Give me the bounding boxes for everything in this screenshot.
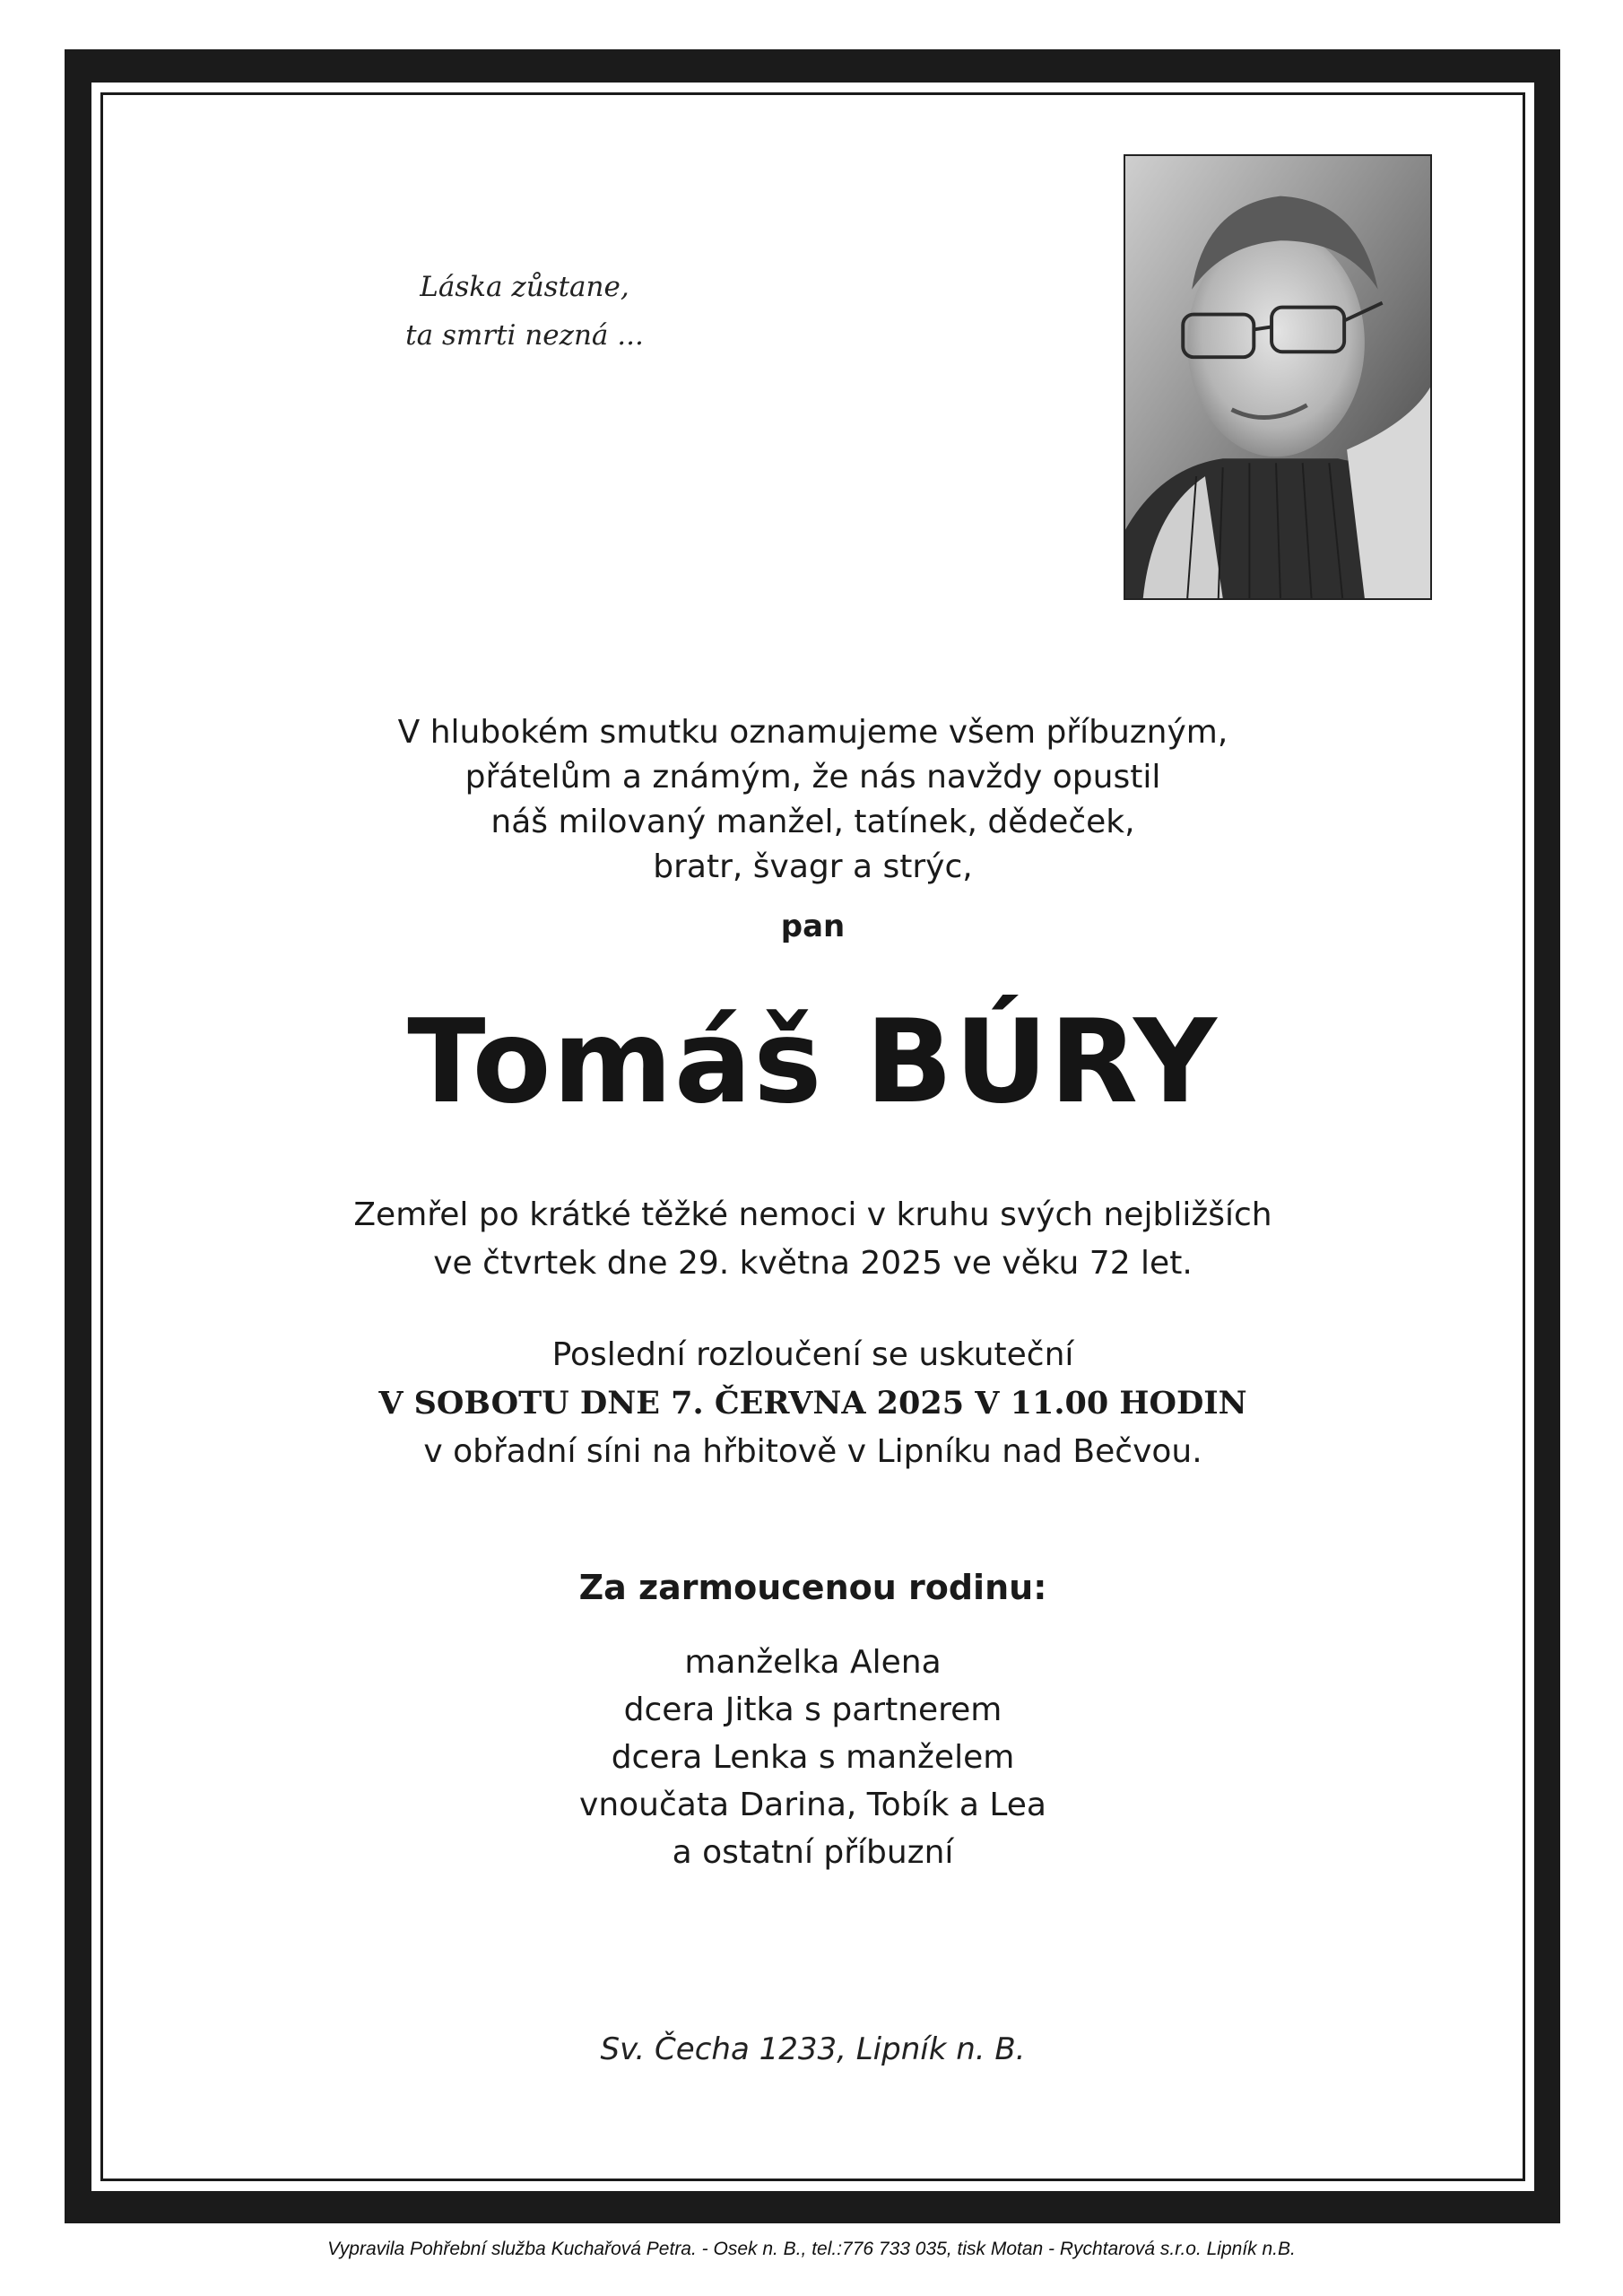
- family-member: a ostatní příbuzní: [672, 1834, 954, 1871]
- announcement-line-4: bratr, švagr a strýc,: [653, 848, 973, 885]
- family-member: vnoučata Darina, Tobík a Lea: [579, 1787, 1046, 1823]
- family-address: Sv. Čecha 1233, Lipník n. B.: [600, 2031, 1026, 2067]
- family-list: [91, 1639, 1534, 1876]
- farewell-info: [91, 1331, 1534, 1476]
- deceased-name: Tomáš BÚRY: [407, 996, 1219, 1129]
- motto-line-2: ta smrti nezná ...: [405, 319, 644, 352]
- death-info-line-2: ve čtvrtek dne 29. května 2025 ve věku 72 let.: [433, 1245, 1193, 1282]
- farewell-line-1: Poslední rozloučení se uskuteční: [551, 1336, 1074, 1373]
- portrait-photo: [1124, 154, 1432, 600]
- motto: [359, 263, 690, 360]
- family-title: Za zarmoucenou rodinu:: [578, 1568, 1047, 1607]
- announcement: [91, 710, 1534, 890]
- family-member: dcera Jitka s partnerem: [623, 1692, 1002, 1728]
- announcement-line-2: přátelům a známým, že nás navždy opustil: [464, 759, 1161, 796]
- motto-line-1: Láska zůstane,: [420, 271, 629, 303]
- farewell-date-time: V SOBOTU DNE 7. ČERVNA 2025 V 11.00 HODIN: [378, 1385, 1247, 1422]
- announcement-line-1: V hlubokém smutku oznamujeme všem příbuzným,: [397, 714, 1228, 751]
- portrait-illustration: [1125, 156, 1430, 598]
- family-member: dcera Lenka s manželem: [611, 1739, 1015, 1776]
- family-member: manželka Alena: [684, 1644, 942, 1681]
- death-info: [91, 1191, 1534, 1288]
- farewell-location: v obřadní síni na hřbitově v Lipníku nad Bečvou.: [423, 1433, 1202, 1470]
- footer-credits: Vypravila Pohřební služba Kuchařová Petra. - Osek n. B., tel.:776 733 035, tisk Motan - Rychtarová s.r.o. Lipník n.B.: [327, 2239, 1296, 2259]
- announcement-line-3: náš milovaný manžel, tatínek, dědeček,: [490, 804, 1135, 840]
- honorific: pan: [780, 909, 846, 944]
- death-info-line-1: Zemřel po krátké těžké nemoci v kruhu svých nejbližších: [353, 1196, 1272, 1233]
